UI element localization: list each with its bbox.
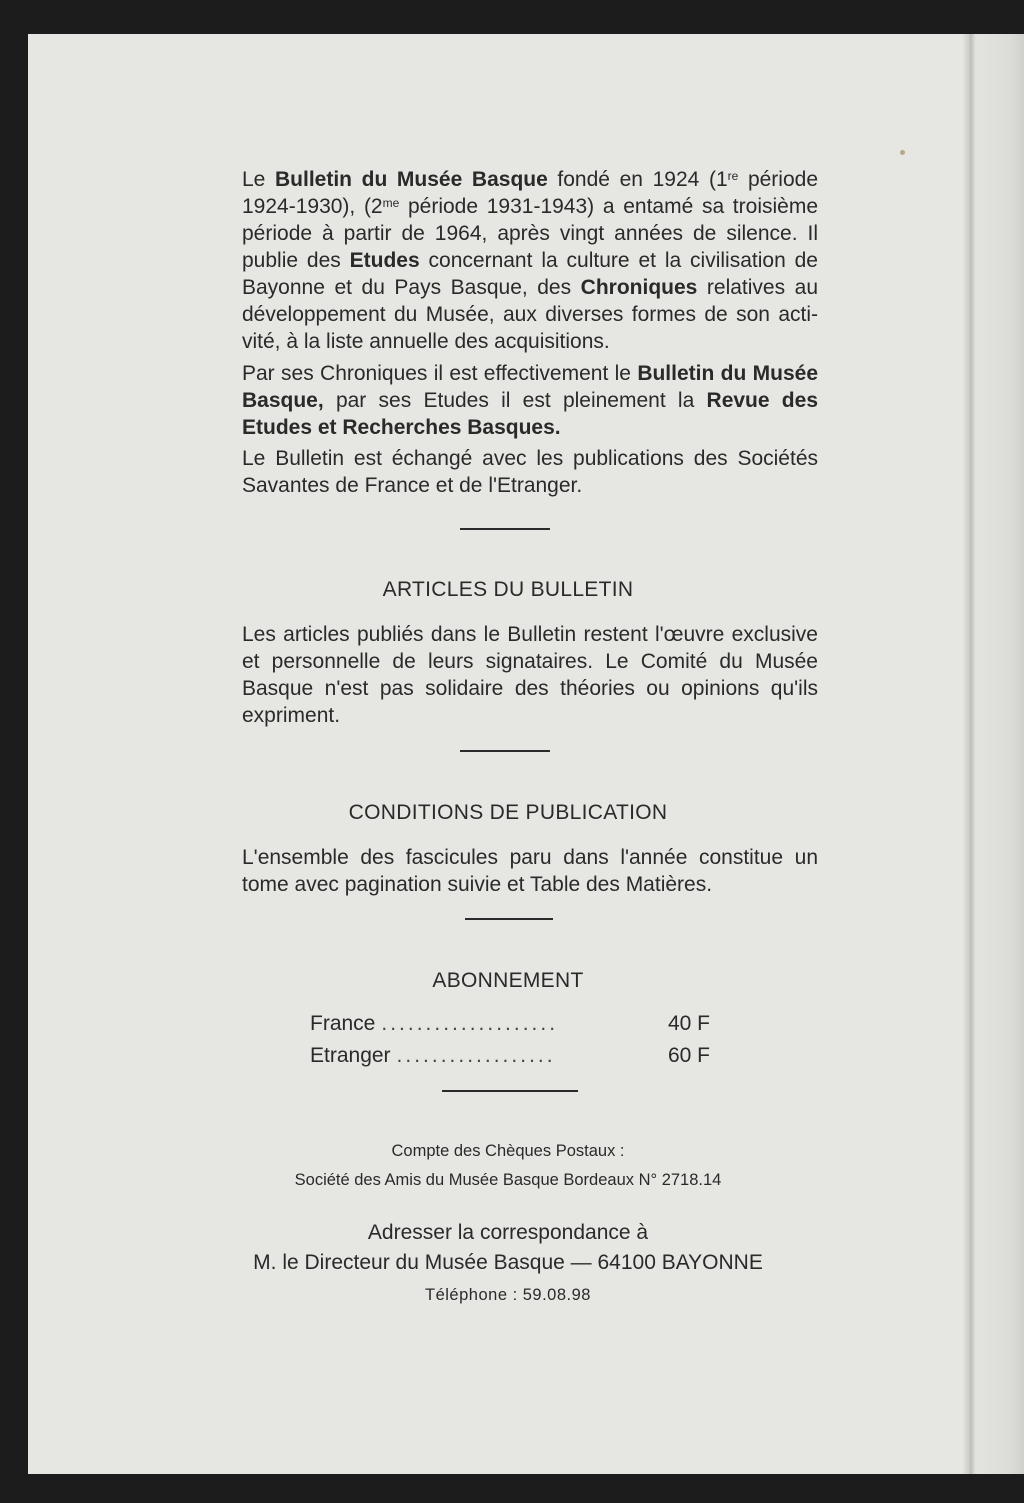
divider [460, 528, 550, 530]
intro-paragraph-1: Le Bulletin du Musée Basque fondé en 1924 (1re période 1924-1930), ($2^{me}$ période 1931-1943) a entamé sa troisième période à partir de 1964, après vingt années de silence. Il publie des Etudes concernant la culture et la civilisation de Bayonne et du Pays Basque, des Chroniques relatives au développement du Musée, aux diverses formes de son acti- vité, à la liste annuelle des acquisitions. [242, 168, 819, 353]
leader-dots: .................. [396, 1044, 556, 1067]
paper-speck [900, 150, 905, 155]
articles-paragraph: Les articles publiés dans le Bulletin restent l'œuvre exclusive et personnelle de leurs signataires. Le Comité du Musée Basque n'est pas solidaire des théories ou opinions qu'ils expriment. [242, 623, 818, 727]
subscription-row-etranger [310, 1044, 710, 1068]
divider [465, 918, 553, 920]
subscription-price: 40 F [667, 1012, 710, 1035]
divider [460, 750, 550, 752]
phone-line: Téléphone : 59.08.98 [425, 1286, 591, 1304]
subscription-row-france [310, 1012, 710, 1036]
intro-paragraph-3: Le Bulletin est échangé avec les publications des Sociétés Savantes de France et de l'Etranger. [242, 447, 818, 497]
superscript-re: re [727, 169, 739, 183]
revue-bold: Revue des Etudes et Recherches Basques. [242, 389, 818, 439]
subscription-price: 60 F [667, 1044, 710, 1067]
subscription-label: France [310, 1012, 376, 1035]
page-gutter [962, 34, 970, 1474]
ccp-line: Société des Amis du Musée Basque Bordeaux N° 2718.14 [294, 1171, 722, 1189]
leader-dots: .................... [381, 1012, 559, 1035]
address-line: M. le Directeur du Musée Basque — 64100 BAYONNE [253, 1251, 763, 1274]
intro-paragraph-2: Par ses Chroniques il est effectivement le Bulletin du Musée Basque, par ses Etudes il est pleinement la Revue des Etudes et Recherches Basques. [242, 362, 818, 439]
conditions-paragraph: L'ensemble des fascicules paru dans l'année constitue un tome avec pagination suivie et Table des Matières. [242, 846, 818, 896]
address-intro: Adresser la correspondance à [367, 1221, 649, 1244]
chroniques-bold: Chroniques [580, 276, 698, 299]
etudes-bold: Etudes [349, 249, 420, 272]
bulletin-bold: Bulletin du Musée Basque, [242, 362, 818, 412]
adjacent-page-edge [970, 34, 1024, 1474]
conditions-heading: CONDITIONS DE PUBLICATION [348, 801, 668, 824]
divider [442, 1090, 578, 1092]
title-bold: Bulletin du Musée Basque [275, 168, 548, 191]
ccp-title: Compte des Chèques Postaux : [391, 1142, 625, 1160]
abonnement-heading: ABONNEMENT [432, 969, 584, 992]
superscript-me: me [382, 196, 400, 210]
articles-heading: ARTICLES DU BULLETIN [382, 578, 634, 601]
subscription-label: Etranger [310, 1044, 391, 1067]
